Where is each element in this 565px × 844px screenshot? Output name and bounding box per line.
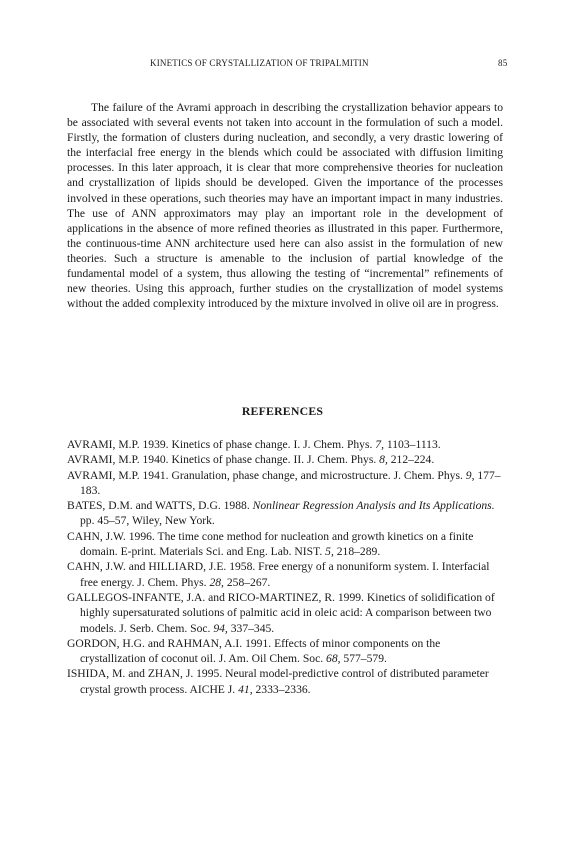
reference-volume: 7, bbox=[375, 438, 384, 451]
reference-pages: 177–183. bbox=[80, 468, 501, 497]
reference-volume: 94, bbox=[213, 621, 228, 635]
reference-text: GORDON, H.G. and RAHMAN, A.I. 1991. Effects of minor components on the crystallization of coconut oil. J. Am. Oil Chem. Soc. bbox=[67, 636, 441, 666]
reference-item bbox=[67, 529, 503, 560]
reference-item bbox=[67, 559, 503, 590]
page-number: 85 bbox=[498, 58, 508, 68]
reference-pages: 218–289. bbox=[333, 545, 381, 559]
reference-pages: 577–579. bbox=[340, 652, 387, 666]
reference-volume: 41, bbox=[238, 682, 253, 696]
reference-item bbox=[67, 636, 503, 667]
reference-volume: 8, bbox=[379, 453, 388, 467]
reference-text: AVRAMI, M.P. 1941. Granulation, phase change, and microstructure. J. Chem. Phys. bbox=[67, 468, 466, 482]
reference-text: CAHN, J.W. 1996. The time cone method for nucleation and growth kinetics on a finite domain. E-print. Materials Sci. and Eng. Lab. NIST. bbox=[67, 529, 474, 559]
reference-text: ISHIDA, M. and ZHAN, J. 1995. Neural model-predictive control of distributed parameter crystal growth process. AICHE J. bbox=[67, 667, 489, 696]
reference-volume: 5, bbox=[325, 545, 334, 559]
reference-text: AVRAMI, M.P. 1940. Kinetics of phase change. II. J. Chem. Phys. bbox=[67, 453, 380, 467]
reference-item bbox=[67, 468, 503, 499]
reference-item bbox=[67, 666, 503, 697]
reference-item bbox=[67, 437, 503, 452]
reference-volume: 28, bbox=[209, 575, 224, 589]
reference-item bbox=[67, 590, 503, 636]
running-title: KINETICS OF CRYSTALLIZATION OF TRIPALMITIN bbox=[150, 58, 369, 68]
reference-pages: 1103–1113. bbox=[384, 438, 441, 451]
reference-item bbox=[67, 452, 503, 467]
reference-volume: 9, bbox=[465, 468, 475, 482]
reference-book-title: Nonlinear Regression Analysis and Its Applications. bbox=[252, 499, 495, 513]
reference-pages: 2333–2336. bbox=[252, 682, 311, 696]
reference-text: GALLEGOS-INFANTE, J.A. and RICO-MARTINEZ, R. 1999. Kinetics of solidification of highly supersaturated solutions of palmitic acid in oleic acid: A comparison between two models. J. Serb. Chem. Soc. bbox=[67, 590, 495, 635]
references-heading: REFERENCES bbox=[241, 404, 324, 418]
reference-pages: 258–267. bbox=[223, 575, 271, 589]
reference-text: BATES, D.M. and WATTS, D.G. 1988. bbox=[67, 499, 253, 513]
body-paragraph: The failure of the Avrami approach in describing the crystallization behavior appears to be associated with several events not taken into account in the formulation of such a model. Firstly, the formation of clusters during nucleation, and secondly, a very drastic lowering of the interfacial free energy in the blends which could be associated with diffusion limiting processes. In this later approach, it is clear that more comprehensive theories for nucleation and crystallization of lipids should be developed. Given the importance of the processes involved in these operations, such theories may have an important impact in many industries. The use of ANN approximators may play an important role in the development of applications in the absence of more refined theories as illustrated in this paper. Furthermore, the continuous-time ANN architecture used here can also assist in the formulation of new theories. Such a structure is amenable to the inclusion of partial knowledge of the fundamental model of a system, thus allowing the testing of “incremental” refinements of new theories. Using this approach, further studies on the crystallization of model systems without the added complexity introduced by the mixture involved in olive oil are in progress. bbox=[67, 101, 503, 311]
reference-volume: 68, bbox=[326, 652, 341, 666]
reference-item bbox=[67, 498, 503, 529]
reference-list bbox=[67, 437, 503, 697]
reference-text: CAHN, J.W. and HILLIARD, J.E. 1958. Free energy of a nonuniform system. I. Interfacial free energy. J. Chem. Phys. bbox=[67, 560, 490, 589]
reference-pages: pp. 45–57, Wiley, New York. bbox=[80, 514, 215, 528]
reference-pages: 212–224. bbox=[387, 453, 435, 467]
reference-text: AVRAMI, M.P. 1939. Kinetics of phase change. I. J. Chem. Phys. bbox=[67, 438, 376, 451]
reference-pages: 337–345. bbox=[227, 621, 275, 635]
